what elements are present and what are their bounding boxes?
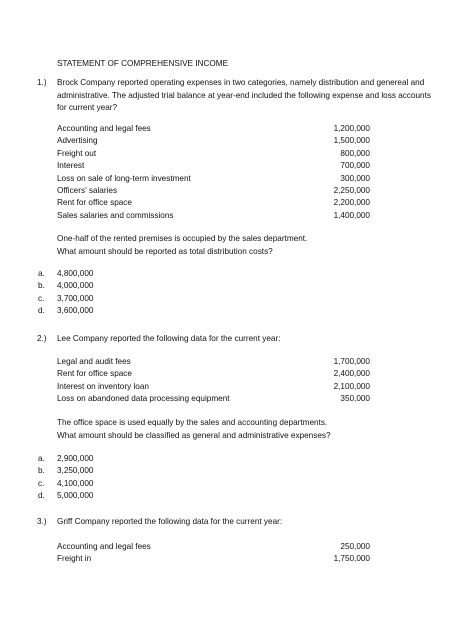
question-1-prompt [57,233,402,258]
item-amount: 700,000 [340,161,370,171]
item-amount: 2,400,000 [333,369,370,379]
option-value: 5,000,000 [57,491,94,501]
option-value: 3,700,000 [57,293,94,303]
item-label: Officers’ salaries [57,185,118,195]
table-row [57,173,370,185]
option-letter: c. [38,293,45,303]
option-letter: d. [38,306,45,316]
item-amount: 1,700,000 [333,357,370,366]
option-value: 3,600,000 [57,306,94,316]
table-row [57,135,370,147]
item-label: Rent for office space [57,198,132,208]
item-amount: 2,100,000 [333,381,370,391]
item-label: Freight out [57,148,97,158]
item-amount: 1,400,000 [333,210,370,220]
item-amount: 2,250,000 [333,185,370,195]
item-amount: 300,000 [340,173,370,183]
option-value: 4,100,000 [57,478,94,488]
item-label: Freight in [57,554,92,564]
item-amount: 1,750,000 [333,554,370,564]
option-letter: b. [38,281,45,291]
prompt-line: What amount should be classified as general and administrative expenses? [57,430,331,440]
option-value: 2,900,000 [57,454,94,463]
option-letter: a. [38,454,45,463]
document-title: STATEMENT OF COMPREHENSIVE INCOME [57,59,229,68]
option-letter: a. [38,269,45,278]
table-row [57,160,370,172]
option-value: 4,000,000 [57,281,94,291]
intro-line: Lee Company reported the following data for the current year: [57,334,281,343]
table-row [57,197,370,209]
item-amount: 1,200,000 [333,124,370,133]
option-value: 4,800,000 [57,269,94,278]
question-3-intro [57,516,402,529]
prompt-line: What amount should be reported as total distribution costs? [57,246,273,256]
table-row [57,210,370,222]
table-row [57,356,370,368]
question-1-intro [57,77,431,115]
option-letter: d. [38,491,45,501]
item-label: Interest [57,161,85,171]
item-label: Interest on inventory loan [57,381,149,391]
item-label: Advertising [57,136,98,146]
question-2-expense-table [57,356,370,406]
table-row [57,381,370,393]
table-row [57,368,370,380]
item-amount: 2,200,000 [333,198,370,208]
table-row [57,185,370,197]
intro-line: for current year? [57,103,118,112]
question-1-expense-table [57,123,370,222]
item-label: Accounting and legal fees [57,542,151,551]
option-letter: b. [38,466,45,476]
item-label: Loss on sale of long-term investment [57,173,191,183]
item-label: Loss on abandoned data processing equipment [57,394,230,404]
table-row [57,393,370,405]
item-amount: 1,500,000 [333,136,370,146]
question-1-number: 1.) [37,78,47,87]
option-letter: c. [38,478,45,488]
item-label: Accounting and legal fees [57,124,151,133]
question-3-number: 3.) [37,517,47,526]
question-2-prompt [57,417,402,442]
item-label: Sales salaries and commissions [57,210,174,220]
table-row [57,541,370,553]
option-value: 3,250,000 [57,466,94,476]
question-2-intro [57,333,402,346]
table-row [57,123,370,135]
table-row [57,148,370,160]
item-amount: 250,000 [340,542,370,551]
question-3-expense-table [57,541,370,566]
prompt-line: One-half of the rented premises is occupied by the sales department. [57,234,308,243]
intro-line: Griff Company reported the following data for the current year: [57,517,283,526]
item-amount: 800,000 [340,148,370,158]
item-label: Rent for office space [57,369,132,379]
intro-line: administrative. The adjusted trial balance at year-end included the following expense and loss accounts [57,90,431,100]
intro-line: Brock Company reported operating expenses in two categories, namely distribution and genereal and [57,78,425,87]
table-row [57,553,370,565]
question-2-number: 2.) [37,334,47,343]
item-label: Legal and audit fees [57,357,131,366]
item-amount: 350,000 [340,394,370,404]
prompt-line: The office space is used equally by the sales and accounting departments. [57,418,328,427]
